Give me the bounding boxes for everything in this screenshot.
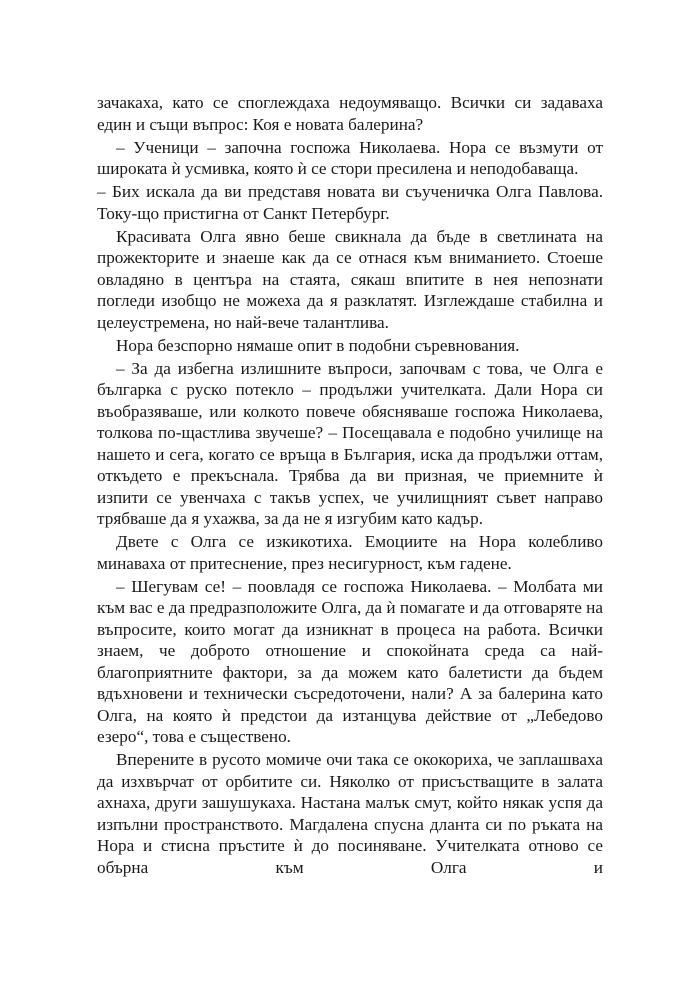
paragraph-6: – За да избегна излишните въпроси, започвам с това, че Олга е българка с руско потекло – продължи учителката. Дали Нора си въобразяваше, или колкото повече обясняваше госпожа Николаева, толкова по-щастлива звучеше? – Посещавала е подобно училище на нашето и сега, когато се връща в България, иска да продължи оттам, откъдето е прекъснала. Трябва да ви призная, че приемните ѝ изпити се увенчаха с такъв успех, че училищният съвет направо трябваше да я ухажва, за да не я изгубим като кадър. — [97, 358, 603, 528]
paragraph-9: Вперените в русото момиче очи така се ококориха, че заплашваха да изхвърчат от орбитите си. Няколко от присъстващите в залата ахнаха, други зашушукаха. Настана малък смут, който някак успя да изпълни пространството. Магдалена спусна дланта си по ръката на Нора и стисна пръстите ѝ до посиняване. Учителката отново се обърна към Олга и — [97, 750, 603, 877]
paragraph-1: зачакаха, като се споглеждаха недоумяващо. Всички си задаваха един и същи въпрос: Коя е новата балерина? — [97, 93, 603, 134]
paragraph-2: – Ученици – започна госпожа Николаева. Нора се възмути от широката ѝ усмивка, която ѝ се стори пресилена и неподобаваща. — [97, 137, 603, 178]
book-page — [97, 92, 603, 880]
paragraph-3: – Бих искала да ви представя новата ви съученичка Олга Павлова. Току-що пристигна от Санкт Петербург. — [97, 182, 603, 223]
paragraph-8: – Шегувам се! – поовладя се госпожа Николаева. – Молбата ми към вас е да предразположите Олга, да ѝ помагате и да отговаряте на въпросите, които могат да изникнат в процеса на работа. Всички знаем, че доброто отношение и спокойната среда са най-благоприятните фактори, за да можем като балетисти да бъдем вдъхновени и технически съсредоточени, нали? А за балерина като Олга, на която ѝ предстои да изтанцува действие от „Лебедово езеро“, това е съществено. — [97, 576, 603, 746]
paragraph-7: Двете с Олга се изкикотиха. Емоциите на Нора колебливо минаваха от притеснение, през несигурност, към гадене. — [97, 532, 603, 573]
paragraph-4: Красивата Олга явно беше свикнала да бъде в светлината на прожекторите и знаеше как да се отнася към вниманието. Стоеше овладяно в центъра на стаята, сякаш впитите в нея непознати погледи изобщо не можеха да я разклатят. Изглеждаше стабилна и целеустремена, но най-вече талантлива. — [97, 226, 603, 332]
paragraph-5: Нора безспорно нямаше опит в подобни съревнования. — [116, 335, 520, 355]
